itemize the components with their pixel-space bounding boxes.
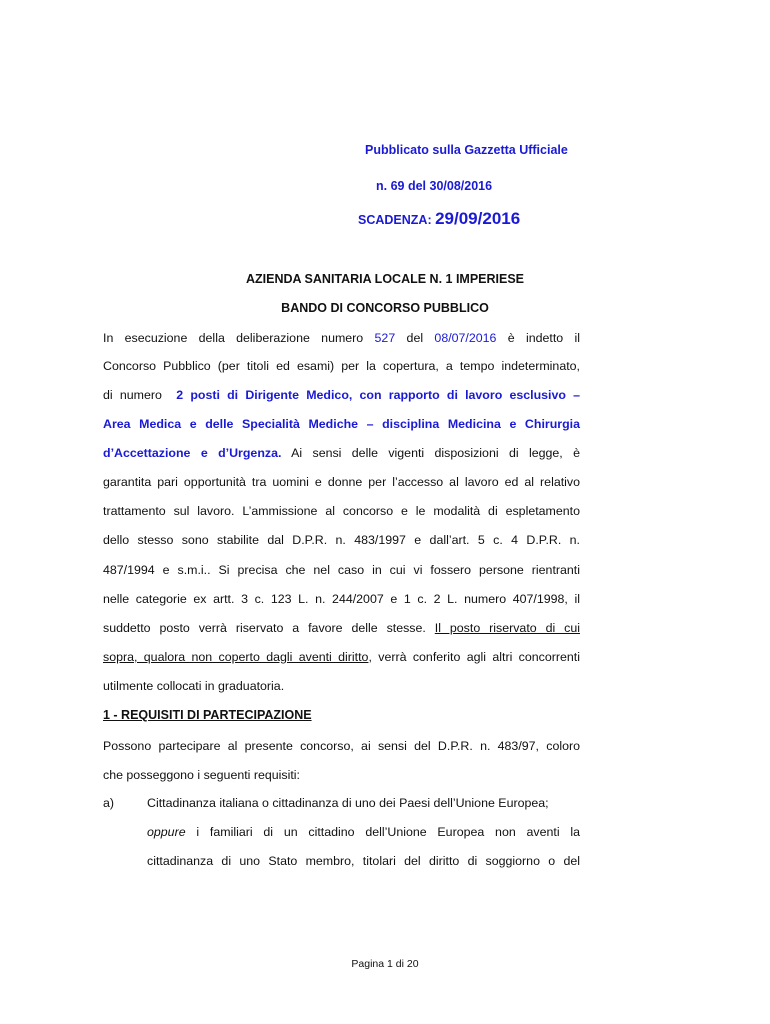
section1-line-1: Possono partecipare al presente concorso, ai sensi del D.P.R. n. 483/97, coloro <box>103 739 580 753</box>
intro-line-10: nelle categorie ex artt. 3 c. 123 L. n. 244/2007 e 1 c. 2 L. numero 407/1998, il <box>103 592 580 606</box>
bando-title: BANDO DI CONCORSO PUBBLICO <box>281 301 489 315</box>
intro-line-11: suddetto posto verrà riservato a favore delle stesse. Il posto riservato di cui <box>103 621 580 635</box>
intro-line-8: dello stesso sono stabilite dal D.P.R. n. 483/1997 e dall’art. 5 c. 4 D.P.R. n. <box>103 533 580 547</box>
scadenza-date: 29/09/2016 <box>435 209 521 228</box>
azienda-title: AZIENDA SANITARIA LOCALE N. 1 IMPERIESE <box>245 272 525 286</box>
item-a-line-1: Cittadinanza italiana o cittadinanza di uno dei Paesi dell’Unione Europea; <box>147 796 549 810</box>
item-a-line-2: oppure i familiari di un cittadino dell’Unione Europea non aventi la <box>147 825 580 839</box>
gazzetta-line: Pubblicato sulla Gazzetta Ufficiale <box>365 143 568 157</box>
intro-line-2: Concorso Pubblico (per titoli ed esami) per la copertura, a tempo indeterminato, <box>103 359 580 373</box>
section1-line-2: che posseggono i seguenti requisiti: <box>103 768 301 782</box>
scadenza-label: SCADENZA: <box>358 213 432 227</box>
intro-line-12: sopra, qualora non coperto dagli aventi diritto, verrà conferito agli altri concorrenti <box>103 650 580 664</box>
page-number: Pagina 1 di 20 <box>351 958 419 970</box>
section-heading-requisiti: 1 - REQUISITI DI PARTECIPAZIONE <box>103 708 312 722</box>
item-a-letter: a) <box>103 796 115 810</box>
scadenza <box>358 209 520 229</box>
intro-line-6: garantita pari opportunità tra uomini e donne per l’accesso al lavoro ed al relativo <box>103 475 580 489</box>
intro-line-4: Area Medica e delle Specialità Mediche – disciplina Medicina e Chirurgia <box>103 417 580 431</box>
gazzetta-number: n. 69 del 30/08/2016 <box>376 179 493 193</box>
item-a-line-3: cittadinanza di uno Stato membro, titolari del diritto di soggiorno o del <box>147 854 580 868</box>
intro-line-9: 487/1994 e s.m.i.. Si precisa che nel caso in cui vi fossero persone rientranti <box>103 563 580 577</box>
intro-line-5: d’Accettazione e d’Urgenza. Ai sensi delle vigenti disposizioni di legge, è <box>103 446 580 460</box>
intro-line-3: di numero 2 posti di Dirigente Medico, con rapporto di lavoro esclusivo – <box>103 388 581 402</box>
intro-line-13: utilmente collocati in graduatoria. <box>103 679 285 693</box>
intro-line-7: trattamento sul lavoro. L’ammissione al concorso e le modalità di espletamento <box>103 504 580 518</box>
intro-line-1: In esecuzione della deliberazione numero 527 del 08/07/2016 è indetto il <box>103 331 580 345</box>
